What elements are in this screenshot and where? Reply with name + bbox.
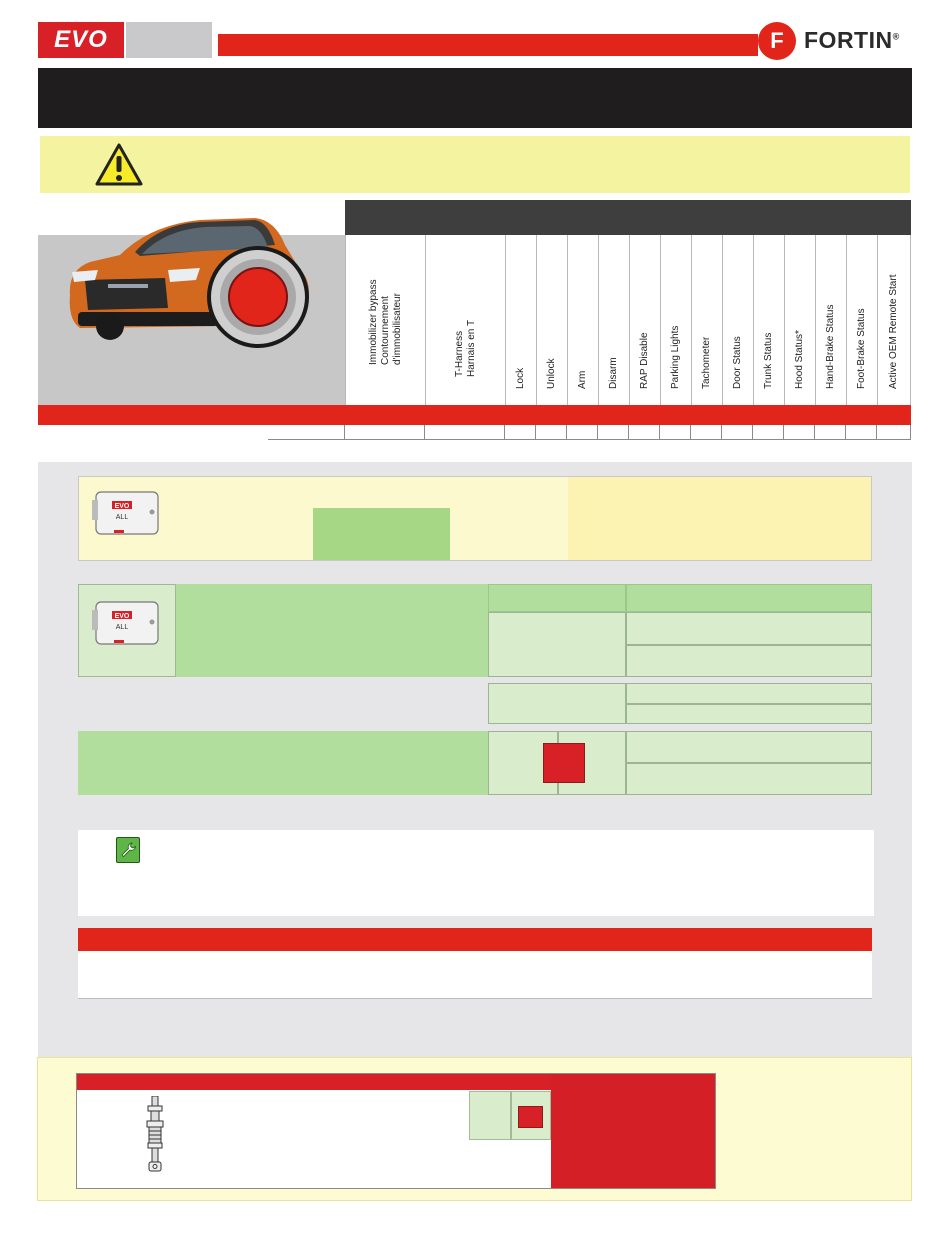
- feature-row-cell: [268, 425, 345, 440]
- evo-logo: EVO: [38, 22, 124, 58]
- feature-row-cell: [815, 425, 846, 440]
- feature-row-cell: [536, 425, 567, 440]
- feature-row-cell: [784, 425, 815, 440]
- evo-all-module-icon: [92, 490, 162, 536]
- feature-row-cell: [598, 425, 629, 440]
- feature-row-cell: [877, 425, 911, 440]
- fortin-logo-text: FORTIN®: [804, 27, 900, 53]
- title-bar: [38, 68, 912, 128]
- module-info-right-area: [568, 477, 871, 560]
- hood-switch-red-block: [551, 1074, 715, 1188]
- feature-column: [505, 235, 536, 405]
- connection-table-header: [626, 584, 872, 612]
- feature-row-cell: [505, 425, 536, 440]
- feature-row-cell: [660, 425, 691, 440]
- connection-description-row: [78, 731, 488, 795]
- feature-label: Hood Status*: [794, 330, 805, 389]
- feature-column: [598, 235, 629, 405]
- feature-column: [660, 235, 691, 405]
- feature-row-cell: [345, 425, 425, 440]
- feature-column: [629, 235, 660, 405]
- feature-label: Hand-Brake Status: [825, 304, 836, 389]
- feature-row-cell: [753, 425, 784, 440]
- evo-all-module-icon: [92, 600, 162, 646]
- feature-label: Arm: [577, 370, 588, 389]
- wrench-icon: [116, 837, 140, 863]
- feature-column: [691, 235, 722, 405]
- hood-pin-switch-icon: [144, 1096, 166, 1172]
- feature-label: Lock: [515, 367, 526, 389]
- feature-column: [846, 235, 877, 405]
- feature-label: Door Status: [732, 336, 743, 389]
- hood-switch-header: [77, 1074, 551, 1090]
- feature-row-cell: [691, 425, 722, 440]
- remote-start-badge-icon: [206, 245, 310, 349]
- feature-column: [753, 235, 784, 405]
- feature-label: Trunk Status: [763, 332, 774, 389]
- tip-box: [78, 830, 874, 916]
- feature-label: Parking Lights: [670, 325, 681, 389]
- connection-table-header: [488, 584, 626, 612]
- connection-cell: [488, 612, 626, 677]
- feature-row-cell: [722, 425, 753, 440]
- connection-cell: [626, 683, 872, 704]
- fortin-logo-icon: F: [758, 22, 796, 60]
- feature-label: Disarm: [608, 357, 619, 389]
- feature-column: [425, 235, 505, 405]
- connection-cell: [626, 731, 872, 763]
- feature-row-cell: [567, 425, 598, 440]
- feature-column: [877, 235, 911, 405]
- header-red-bar: [218, 34, 758, 56]
- module-model-label: ALL: [115, 624, 129, 631]
- warning-banner: [40, 136, 910, 193]
- feature-label: Tachometer: [701, 336, 712, 389]
- connection-cell: [626, 704, 872, 724]
- connection-cell: [626, 645, 872, 677]
- connection-cell: [626, 612, 872, 645]
- module-brand-label: EVO: [114, 503, 130, 510]
- feature-label: T-Harness Harnais en T: [453, 319, 477, 377]
- note-body: [78, 951, 872, 999]
- feature-label: Active OEM Remote Start: [888, 274, 899, 389]
- feature-column: [567, 235, 598, 405]
- feature-label: RAP Disable: [639, 332, 650, 389]
- feature-column: [536, 235, 567, 405]
- wire-color-swatch-red: [543, 743, 585, 783]
- wire-color-swatch-red: [518, 1106, 543, 1128]
- feature-column: [784, 235, 815, 405]
- warning-triangle-icon: [94, 142, 144, 188]
- feature-column: [815, 235, 846, 405]
- feature-row-cell: [425, 425, 505, 440]
- feature-column: [722, 235, 753, 405]
- feature-label: Unlock: [546, 358, 557, 389]
- feature-table-red-strip: [38, 405, 911, 425]
- module-brand-label: EVO: [114, 613, 130, 620]
- feature-row-cell: [846, 425, 877, 440]
- feature-table-header: [345, 200, 911, 235]
- connection-cell: [488, 683, 626, 724]
- feature-column: [345, 235, 425, 405]
- evo-logo-grey-block: [126, 22, 212, 58]
- note-header-bar: [78, 928, 872, 951]
- feature-label: Immobilizer bypass Contournement d'immobilisateur: [367, 279, 403, 365]
- connection-cell: [626, 763, 872, 795]
- module-model-label: ALL: [115, 514, 129, 521]
- hood-switch-cell: [469, 1091, 511, 1140]
- feature-label: Foot-Brake Status: [856, 308, 867, 389]
- module-connection-description: [176, 584, 488, 677]
- feature-row-cell: [629, 425, 660, 440]
- module-info-green-cell: [313, 508, 450, 560]
